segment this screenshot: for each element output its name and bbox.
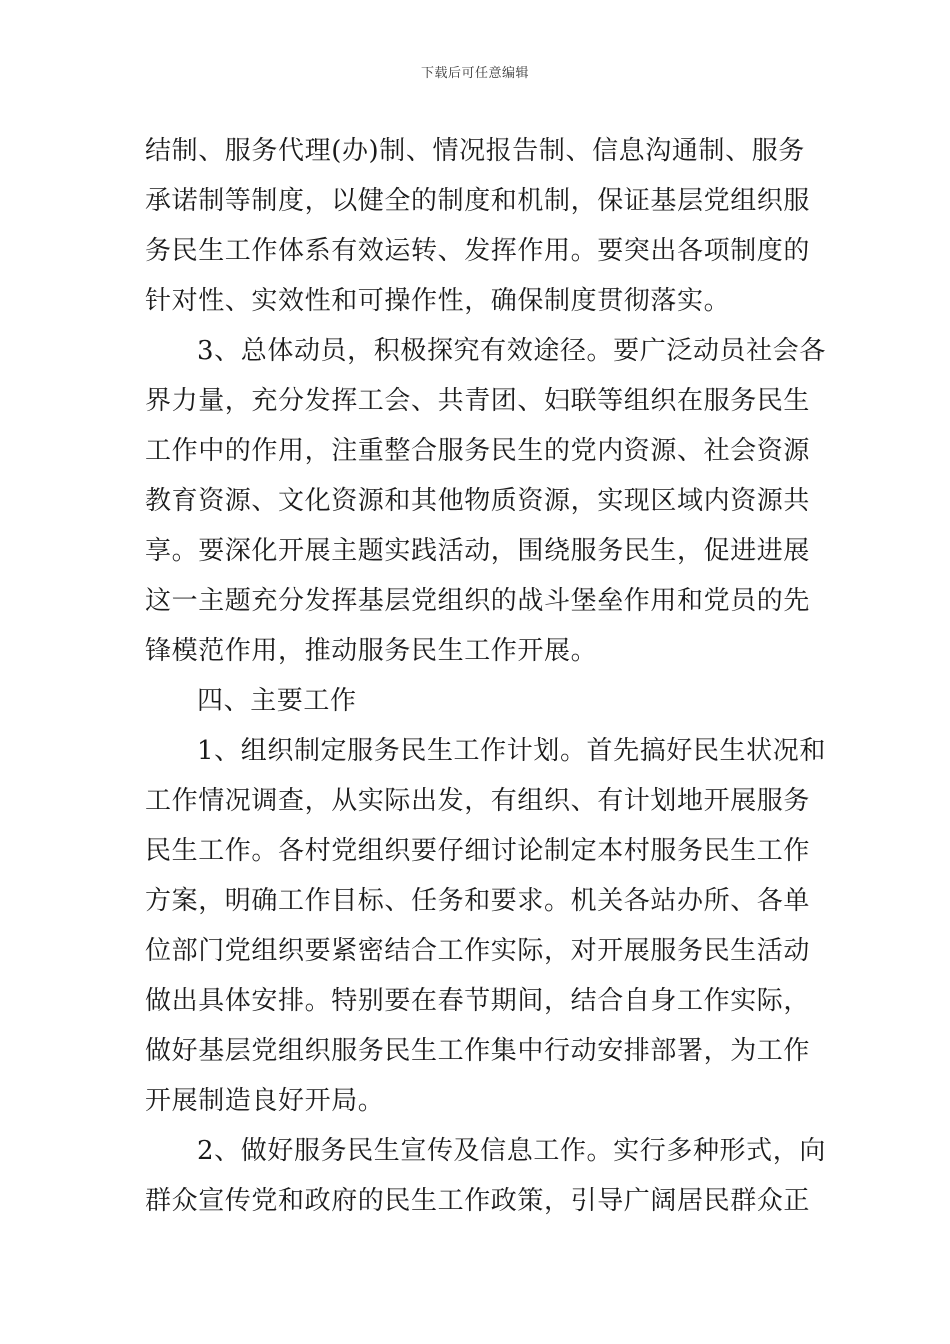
document-body — [145, 126, 826, 1226]
text-line: 锋模范作用，推动服务民生工作开展。 — [145, 636, 598, 666]
text-line: 位部门党组织要紧密结合工作实际，对开展服务民生活动 — [145, 936, 811, 966]
text-line: 教育资源、文化资源和其他物质资源，实现区域内资源共 — [145, 486, 811, 516]
text-line: 开展制造良好开局。 — [145, 1086, 385, 1116]
text-line: 针对性、实效性和可操作性，确保制度贯彻落实。 — [145, 286, 731, 316]
section-heading: 四、主要工作 — [197, 686, 357, 716]
text-line: 承诺制等制度，以健全的制度和机制，保证基层党组织服 — [145, 186, 811, 216]
text-line: 这一主题充分发挥基层党组织的战斗堡垒作用和党员的先 — [145, 586, 811, 616]
text-line: 结制、服务代理(办)制、情况报告制、信息沟通制、服务 — [145, 136, 805, 166]
text-line: 享。要深化开展主题实践活动，围绕服务民生，促进进展 — [145, 536, 811, 566]
text-line: 方案，明确工作目标、任务和要求。机关各站办所、各单 — [145, 886, 811, 916]
header-note: 下载后可任意编辑 — [420, 66, 529, 81]
text-line: 做好基层党组织服务民生工作集中行动安排部署，为工作 — [145, 1036, 811, 1066]
text-line: 民生工作。各村党组织要仔细讨论制定本村服务民生工作 — [145, 836, 811, 866]
text-line: 工作中的作用，注重整合服务民生的党内资源、社会资源 — [145, 436, 811, 466]
paragraph-start-line: 1、组织制定服务民生工作计划。首先搞好民生状况和 — [197, 736, 826, 766]
text-line: 工作情况调查，从实际出发，有组织、有计划地开展服务 — [145, 786, 811, 816]
text-line: 务民生工作体系有效运转、发挥作用。要突出各项制度的 — [145, 236, 811, 266]
paragraph-start-line: 3、总体动员，积极探究有效途径。要广泛动员社会各 — [197, 336, 826, 366]
text-line: 群众宣传党和政府的民生工作政策，引导广阔居民群众正 — [145, 1186, 811, 1216]
text-line: 做出具体安排。特别要在春节期间，结合自身工作实际， — [145, 986, 811, 1016]
paragraph-start-line: 2、做好服务民生宣传及信息工作。实行多种形式，向 — [197, 1136, 826, 1166]
text-line: 界力量，充分发挥工会、共青团、妇联等组织在服务民生 — [145, 386, 811, 416]
